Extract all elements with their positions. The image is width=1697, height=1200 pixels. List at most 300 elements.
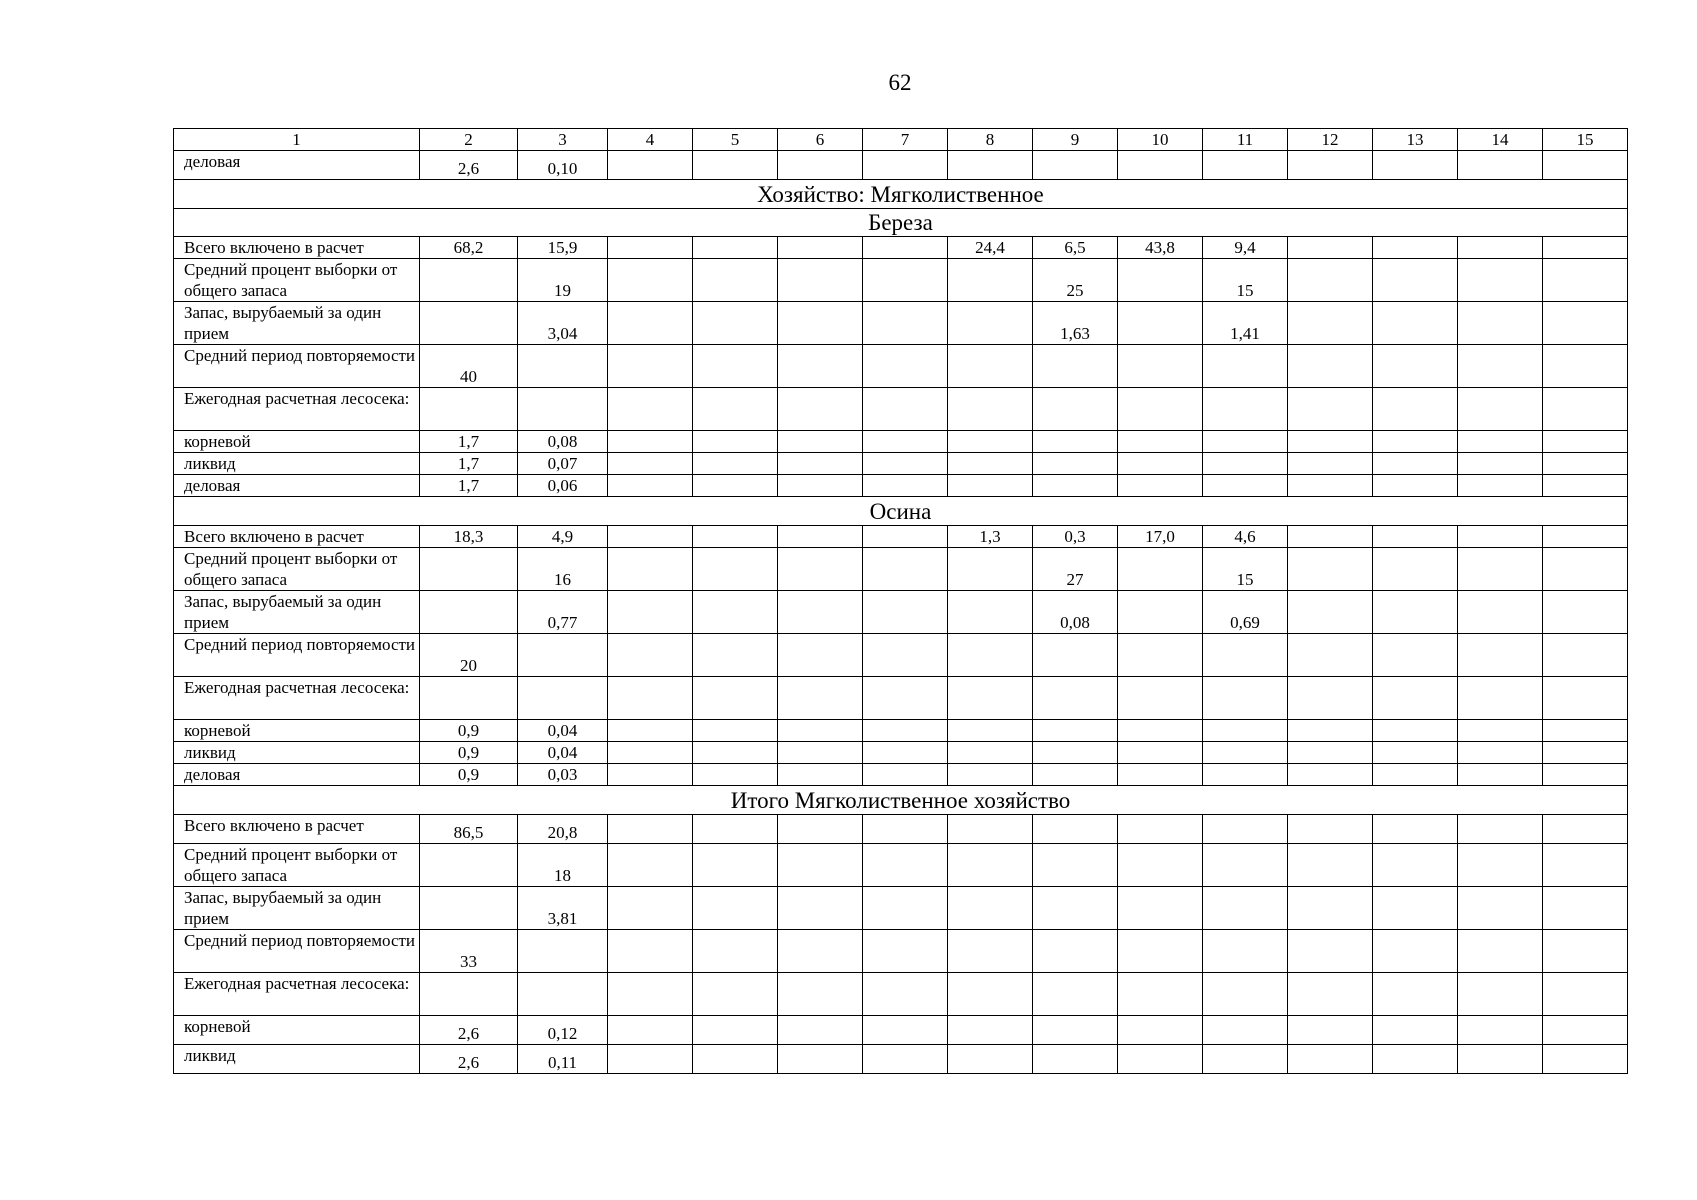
value-cell <box>863 431 948 453</box>
value-cell <box>693 887 778 930</box>
value-cell <box>1118 431 1203 453</box>
value-cell <box>778 677 863 720</box>
column-number-cell: 7 <box>863 129 948 151</box>
section-title: Хозяйство: Мягколиственное <box>174 180 1628 209</box>
value-cell <box>863 742 948 764</box>
value-cell <box>1543 237 1628 259</box>
value-cell <box>863 677 948 720</box>
value-cell <box>948 973 1033 1016</box>
value-cell <box>1288 548 1373 591</box>
value-cell <box>1118 844 1203 887</box>
value-cell <box>1458 591 1543 634</box>
value-cell <box>1203 844 1288 887</box>
column-number-cell: 14 <box>1458 129 1543 151</box>
column-number-cell: 13 <box>1373 129 1458 151</box>
value-cell <box>1033 151 1118 180</box>
value-cell: 15 <box>1203 259 1288 302</box>
value-cell <box>693 388 778 431</box>
value-cell: 43,8 <box>1118 237 1203 259</box>
value-cell <box>948 151 1033 180</box>
value-cell: 0,9 <box>420 720 518 742</box>
value-cell <box>1288 973 1373 1016</box>
value-cell <box>948 1016 1033 1045</box>
table-row <box>174 815 1628 844</box>
value-cell <box>693 151 778 180</box>
value-cell <box>1288 388 1373 431</box>
value-cell <box>1373 259 1458 302</box>
value-cell <box>1458 973 1543 1016</box>
value-cell <box>1118 677 1203 720</box>
value-cell <box>1288 475 1373 497</box>
row-label: ликвид <box>174 742 420 764</box>
value-cell <box>1118 742 1203 764</box>
value-cell <box>1033 431 1118 453</box>
value-cell <box>863 151 948 180</box>
table-row <box>174 677 1628 720</box>
value-cell <box>1458 764 1543 786</box>
value-cell <box>1373 677 1458 720</box>
value-cell <box>1543 151 1628 180</box>
value-cell <box>863 815 948 844</box>
value-cell <box>1458 259 1543 302</box>
value-cell <box>1373 475 1458 497</box>
column-number-cell: 11 <box>1203 129 1288 151</box>
value-cell <box>778 591 863 634</box>
row-label: Средний период повторяемости <box>174 634 420 677</box>
value-cell: 1,7 <box>420 453 518 475</box>
value-cell <box>693 1045 778 1074</box>
value-cell <box>1033 388 1118 431</box>
column-number-cell: 4 <box>608 129 693 151</box>
value-cell: 0,77 <box>518 591 608 634</box>
row-label: Запас, вырубаемый за один прием <box>174 887 420 930</box>
value-cell: 2,6 <box>420 151 518 180</box>
value-cell <box>1033 677 1118 720</box>
value-cell <box>693 526 778 548</box>
value-cell <box>608 388 693 431</box>
value-cell: 1,7 <box>420 475 518 497</box>
value-cell <box>778 887 863 930</box>
column-number-cell: 1 <box>174 129 420 151</box>
value-cell <box>1033 815 1118 844</box>
value-cell <box>1203 388 1288 431</box>
value-cell <box>1033 475 1118 497</box>
row-label: Средний процент выборки от общего запаса <box>174 259 420 302</box>
row-label: Средний процент выборки от общего запаса <box>174 844 420 887</box>
value-cell <box>948 742 1033 764</box>
value-cell <box>693 237 778 259</box>
value-cell: 0,12 <box>518 1016 608 1045</box>
value-cell: 0,11 <box>518 1045 608 1074</box>
column-number-cell: 6 <box>778 129 863 151</box>
value-cell <box>1288 720 1373 742</box>
value-cell <box>1373 1016 1458 1045</box>
value-cell <box>1373 764 1458 786</box>
value-cell <box>1203 815 1288 844</box>
value-cell <box>863 237 948 259</box>
value-cell <box>1118 259 1203 302</box>
value-cell: 18,3 <box>420 526 518 548</box>
value-cell: 0,3 <box>1033 526 1118 548</box>
value-cell <box>1373 815 1458 844</box>
value-cell <box>778 930 863 973</box>
value-cell <box>778 844 863 887</box>
value-cell <box>1288 237 1373 259</box>
section-title: Итого Мягколиственное хозяйство <box>174 786 1628 815</box>
value-cell: 20,8 <box>518 815 608 844</box>
value-cell <box>1288 930 1373 973</box>
value-cell: 86,5 <box>420 815 518 844</box>
value-cell <box>420 677 518 720</box>
value-cell <box>693 475 778 497</box>
table-row <box>174 930 1628 973</box>
row-label: корневой <box>174 1016 420 1045</box>
value-cell <box>1373 1045 1458 1074</box>
allowable-cut-table <box>173 128 1628 1074</box>
value-cell <box>1288 591 1373 634</box>
table-row <box>174 259 1628 302</box>
value-cell <box>1458 887 1543 930</box>
value-cell <box>693 302 778 345</box>
table-row <box>174 742 1628 764</box>
value-cell <box>1118 973 1203 1016</box>
value-cell <box>1033 345 1118 388</box>
page-number: 62 <box>888 70 912 95</box>
table-row <box>174 388 1628 431</box>
value-cell <box>778 973 863 1016</box>
value-cell <box>1203 1045 1288 1074</box>
table-row <box>174 526 1628 548</box>
value-cell <box>1288 1016 1373 1045</box>
value-cell <box>1543 526 1628 548</box>
value-cell: 9,4 <box>1203 237 1288 259</box>
value-cell <box>1288 677 1373 720</box>
value-cell <box>1543 475 1628 497</box>
value-cell <box>1033 764 1118 786</box>
row-label: Ежегодная расчетная лесосека: <box>174 388 420 431</box>
value-cell: 3,04 <box>518 302 608 345</box>
value-cell <box>1288 634 1373 677</box>
value-cell <box>1543 1016 1628 1045</box>
row-label: Средний период повторяемости <box>174 930 420 973</box>
value-cell: 4,9 <box>518 526 608 548</box>
column-number-cell: 9 <box>1033 129 1118 151</box>
value-cell <box>1543 634 1628 677</box>
table-row <box>174 1016 1628 1045</box>
value-cell <box>693 720 778 742</box>
value-cell <box>948 764 1033 786</box>
value-cell <box>1543 591 1628 634</box>
value-cell <box>1458 548 1543 591</box>
value-cell <box>778 345 863 388</box>
table-row <box>174 634 1628 677</box>
value-cell <box>778 453 863 475</box>
value-cell: 18 <box>518 844 608 887</box>
value-cell: 0,69 <box>1203 591 1288 634</box>
value-cell <box>863 1016 948 1045</box>
value-cell <box>1288 844 1373 887</box>
value-cell: 1,7 <box>420 431 518 453</box>
value-cell <box>1118 345 1203 388</box>
value-cell <box>608 431 693 453</box>
value-cell <box>1118 548 1203 591</box>
column-number-row <box>174 129 1628 151</box>
row-label: ликвид <box>174 1045 420 1074</box>
value-cell <box>778 815 863 844</box>
value-cell <box>1203 431 1288 453</box>
value-cell <box>863 844 948 887</box>
value-cell <box>1373 453 1458 475</box>
value-cell <box>1373 548 1458 591</box>
value-cell <box>1458 237 1543 259</box>
value-cell <box>1373 591 1458 634</box>
value-cell <box>1458 844 1543 887</box>
value-cell <box>948 259 1033 302</box>
row-label: корневой <box>174 720 420 742</box>
value-cell <box>1373 345 1458 388</box>
value-cell: 1,63 <box>1033 302 1118 345</box>
value-cell <box>608 302 693 345</box>
value-cell <box>608 591 693 634</box>
value-cell <box>608 764 693 786</box>
value-cell <box>1118 302 1203 345</box>
column-number-cell: 15 <box>1543 129 1628 151</box>
value-cell: 33 <box>420 930 518 973</box>
value-cell <box>778 475 863 497</box>
value-cell <box>1458 1016 1543 1045</box>
value-cell: 6,5 <box>1033 237 1118 259</box>
value-cell: 0,9 <box>420 764 518 786</box>
value-cell <box>518 677 608 720</box>
value-cell <box>1288 453 1373 475</box>
value-cell <box>608 453 693 475</box>
value-cell <box>1458 475 1543 497</box>
value-cell <box>1458 930 1543 973</box>
section-header-row <box>174 786 1628 815</box>
value-cell <box>1118 151 1203 180</box>
value-cell <box>693 1016 778 1045</box>
value-cell <box>1288 1045 1373 1074</box>
value-cell <box>693 764 778 786</box>
value-cell: 0,03 <box>518 764 608 786</box>
value-cell <box>778 259 863 302</box>
value-cell <box>1543 815 1628 844</box>
value-cell <box>518 634 608 677</box>
value-cell <box>778 720 863 742</box>
table-row <box>174 237 1628 259</box>
value-cell <box>608 475 693 497</box>
value-cell: 15,9 <box>518 237 608 259</box>
value-cell <box>948 548 1033 591</box>
value-cell <box>608 742 693 764</box>
value-cell <box>608 237 693 259</box>
value-cell <box>1458 526 1543 548</box>
value-cell <box>1373 973 1458 1016</box>
value-cell <box>693 973 778 1016</box>
row-label: ликвид <box>174 453 420 475</box>
value-cell <box>863 259 948 302</box>
value-cell <box>1033 844 1118 887</box>
value-cell: 0,10 <box>518 151 608 180</box>
value-cell <box>693 634 778 677</box>
value-cell <box>693 815 778 844</box>
value-cell <box>693 677 778 720</box>
row-label: деловая <box>174 475 420 497</box>
value-cell <box>608 151 693 180</box>
value-cell <box>863 1045 948 1074</box>
value-cell <box>1458 677 1543 720</box>
table-row <box>174 453 1628 475</box>
value-cell <box>863 526 948 548</box>
table-row <box>174 591 1628 634</box>
value-cell: 2,6 <box>420 1016 518 1045</box>
value-cell <box>518 345 608 388</box>
value-cell <box>778 388 863 431</box>
value-cell <box>693 844 778 887</box>
value-cell <box>778 764 863 786</box>
table-row <box>174 151 1628 180</box>
value-cell <box>693 431 778 453</box>
value-cell <box>863 345 948 388</box>
value-cell <box>1118 815 1203 844</box>
section-header-row <box>174 180 1628 209</box>
value-cell <box>1373 742 1458 764</box>
value-cell <box>1543 548 1628 591</box>
value-cell <box>1458 302 1543 345</box>
value-cell <box>1373 844 1458 887</box>
value-cell: 0,04 <box>518 742 608 764</box>
value-cell <box>948 431 1033 453</box>
value-cell <box>608 930 693 973</box>
value-cell <box>608 634 693 677</box>
column-number-cell: 8 <box>948 129 1033 151</box>
value-cell <box>1458 634 1543 677</box>
value-cell <box>948 887 1033 930</box>
value-cell <box>863 453 948 475</box>
value-cell <box>420 887 518 930</box>
value-cell <box>518 930 608 973</box>
section-header-row <box>174 209 1628 237</box>
value-cell <box>1203 677 1288 720</box>
value-cell <box>948 388 1033 431</box>
value-cell <box>778 237 863 259</box>
value-cell: 24,4 <box>948 237 1033 259</box>
value-cell <box>1033 720 1118 742</box>
value-cell <box>863 930 948 973</box>
value-cell <box>1033 634 1118 677</box>
value-cell <box>1033 742 1118 764</box>
table-row <box>174 302 1628 345</box>
value-cell <box>948 475 1033 497</box>
value-cell <box>1203 475 1288 497</box>
value-cell <box>1203 453 1288 475</box>
value-cell <box>608 259 693 302</box>
value-cell: 1,41 <box>1203 302 1288 345</box>
value-cell <box>608 973 693 1016</box>
value-cell <box>1118 764 1203 786</box>
value-cell <box>778 548 863 591</box>
value-cell <box>863 973 948 1016</box>
value-cell <box>863 591 948 634</box>
value-cell <box>1543 431 1628 453</box>
value-cell <box>1543 844 1628 887</box>
value-cell <box>948 634 1033 677</box>
value-cell <box>1288 259 1373 302</box>
value-cell <box>778 1045 863 1074</box>
row-label: Всего включено в расчет <box>174 526 420 548</box>
value-cell <box>1373 302 1458 345</box>
value-cell <box>1203 764 1288 786</box>
value-cell <box>948 1045 1033 1074</box>
column-number-cell: 2 <box>420 129 518 151</box>
value-cell <box>778 431 863 453</box>
value-cell <box>863 720 948 742</box>
row-label: Всего включено в расчет <box>174 815 420 844</box>
value-cell <box>1458 388 1543 431</box>
value-cell: 1,3 <box>948 526 1033 548</box>
value-cell <box>608 548 693 591</box>
value-cell: 15 <box>1203 548 1288 591</box>
value-cell <box>948 930 1033 973</box>
value-cell <box>693 548 778 591</box>
value-cell: 0,04 <box>518 720 608 742</box>
table-row <box>174 973 1628 1016</box>
value-cell <box>1543 764 1628 786</box>
value-cell <box>948 677 1033 720</box>
value-cell: 20 <box>420 634 518 677</box>
value-cell <box>1373 634 1458 677</box>
table-row <box>174 764 1628 786</box>
value-cell <box>1373 388 1458 431</box>
value-cell <box>1203 151 1288 180</box>
value-cell <box>1543 973 1628 1016</box>
value-cell <box>693 453 778 475</box>
value-cell <box>1118 388 1203 431</box>
value-cell <box>948 720 1033 742</box>
value-cell <box>1288 742 1373 764</box>
value-cell <box>1543 742 1628 764</box>
row-label: деловая <box>174 151 420 180</box>
value-cell <box>1458 815 1543 844</box>
value-cell <box>1203 1016 1288 1045</box>
value-cell <box>420 259 518 302</box>
value-cell <box>863 764 948 786</box>
value-cell <box>1203 742 1288 764</box>
value-cell <box>693 345 778 388</box>
value-cell <box>693 742 778 764</box>
value-cell <box>1543 930 1628 973</box>
value-cell <box>1118 887 1203 930</box>
value-cell <box>778 742 863 764</box>
value-cell <box>1203 634 1288 677</box>
value-cell <box>1118 453 1203 475</box>
row-label: Средний процент выборки от общего запаса <box>174 548 420 591</box>
value-cell <box>1118 930 1203 973</box>
value-cell <box>608 677 693 720</box>
value-cell <box>1373 237 1458 259</box>
value-cell <box>608 526 693 548</box>
value-cell <box>1118 475 1203 497</box>
value-cell <box>863 388 948 431</box>
table-row <box>174 887 1628 930</box>
value-cell: 25 <box>1033 259 1118 302</box>
value-cell <box>1203 930 1288 973</box>
column-number-cell: 5 <box>693 129 778 151</box>
value-cell <box>1373 930 1458 973</box>
value-cell <box>1543 453 1628 475</box>
value-cell: 0,08 <box>1033 591 1118 634</box>
value-cell <box>1373 720 1458 742</box>
